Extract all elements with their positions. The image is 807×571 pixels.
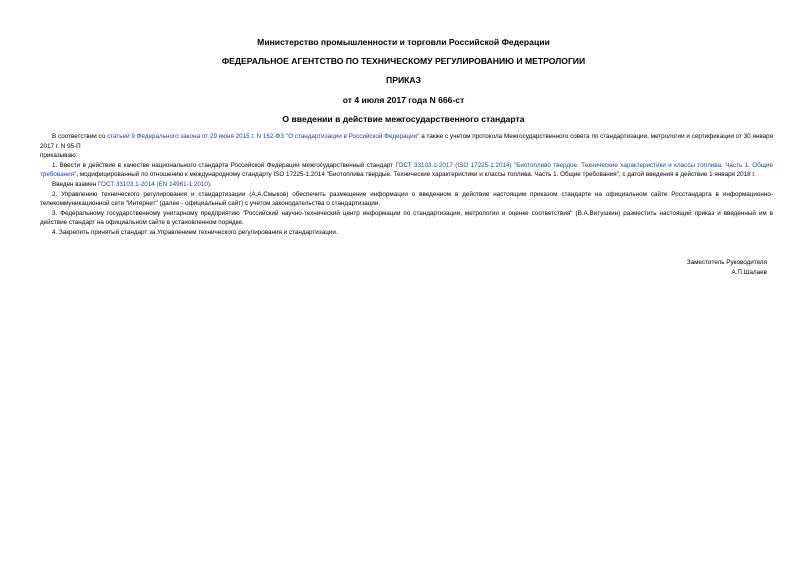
federal-law-link[interactable]: статьей 9 Федерального закона от 29 июня 2015 г. N 162-ФЗ "О стандартизации в Российской Федерации" — [107, 133, 420, 140]
signatory-name: А.П.Шалаев — [731, 269, 767, 276]
item-4-paragraph: 4. Закрепить принятый стандарт за Управлением технического регулирования и стандартизации. — [52, 228, 338, 236]
order-word: приказываю: — [40, 152, 78, 160]
gost-33103-1-2014-link[interactable]: ГОСТ 33103.1-2014 (EN 14961-1:2010) — [97, 180, 211, 188]
document-type-heading: ПРИКАЗ — [386, 75, 421, 85]
replaced-standard-paragraph: Введен взамен ГОСТ 33103.1-2014 (EN 14961-1:2010). — [52, 180, 212, 188]
item-1-paragraph: 1. Ввести в действие в качестве национального стандарта Российской Федерации межгосударственный стандарт ГОСТ 33103.1-2017 (ISO 17225-1:2014) "Биотопливо твердое. Технические характеристики и классы топлива. Часть 1. Общие требования", модифицированный по отношению к международному стандарту ISO 17225-1:2014 "Биотоплива твердые. Технические характеристики и классы топлива. Часть 1. Общие требования", с датой введения в действие 1 января 2018 г. — [40, 161, 774, 179]
ministry-heading: Министерство промышленности и торговли Российской Федерации — [257, 37, 550, 47]
document-body — [40, 132, 773, 238]
item-3-paragraph: 3. Федеральному государственному унитарному предприятию "Российский научно-технический центр информации по стандартизации, метрологии и оценке соответствия" (В.А.Витушкин) разместить настоящий приказ и введенный им в действие стандарт на официальном сайте в установленном порядке. — [40, 209, 773, 227]
preamble-paragraph: В соответствии со статьей 9 Федерального закона от 29 июня 2015 г. N 162-ФЗ "О стандартизации в Российской Федерации" а также с учетом протокола Межгосударственного совета по стандартизации, метрологии и сертификации от 30 января 2017 г. N 95-П — [40, 133, 773, 150]
item-2-paragraph: 2. Управлению технического регулирования и стандартизации (А.А.Смыков) обеспечить размещение информации о введенном в действие настоящим приказом стандарте на официальном сайте Росстандарта в информационно-телекоммуникационной сети "Интернет" (далее - официальный сайт) с учетом законодательства о стандартизации. — [40, 190, 773, 208]
signatory-position: Заместитель Руководителя — [686, 259, 767, 266]
subject-heading: О введении в действие межгосударственного стандарта — [282, 114, 525, 124]
signature-block — [687, 258, 767, 278]
agency-heading: ФЕДЕРАЛЬНОЕ АГЕНТСТВО ПО ТЕХНИЧЕСКОМУ РЕГУЛИРОВАНИЮ И МЕТРОЛОГИИ — [221, 56, 586, 66]
gost-33103-1-2017-link[interactable]: ГОСТ 33103.1-2017 (ISO 17225-1:2014) "Биотопливо твердое. Технические характеристики и классы топлива. Часть 1. Общие требования" — [40, 161, 774, 179]
date-number-heading: от 4 июля 2017 года N 666-ст — [342, 95, 465, 105]
